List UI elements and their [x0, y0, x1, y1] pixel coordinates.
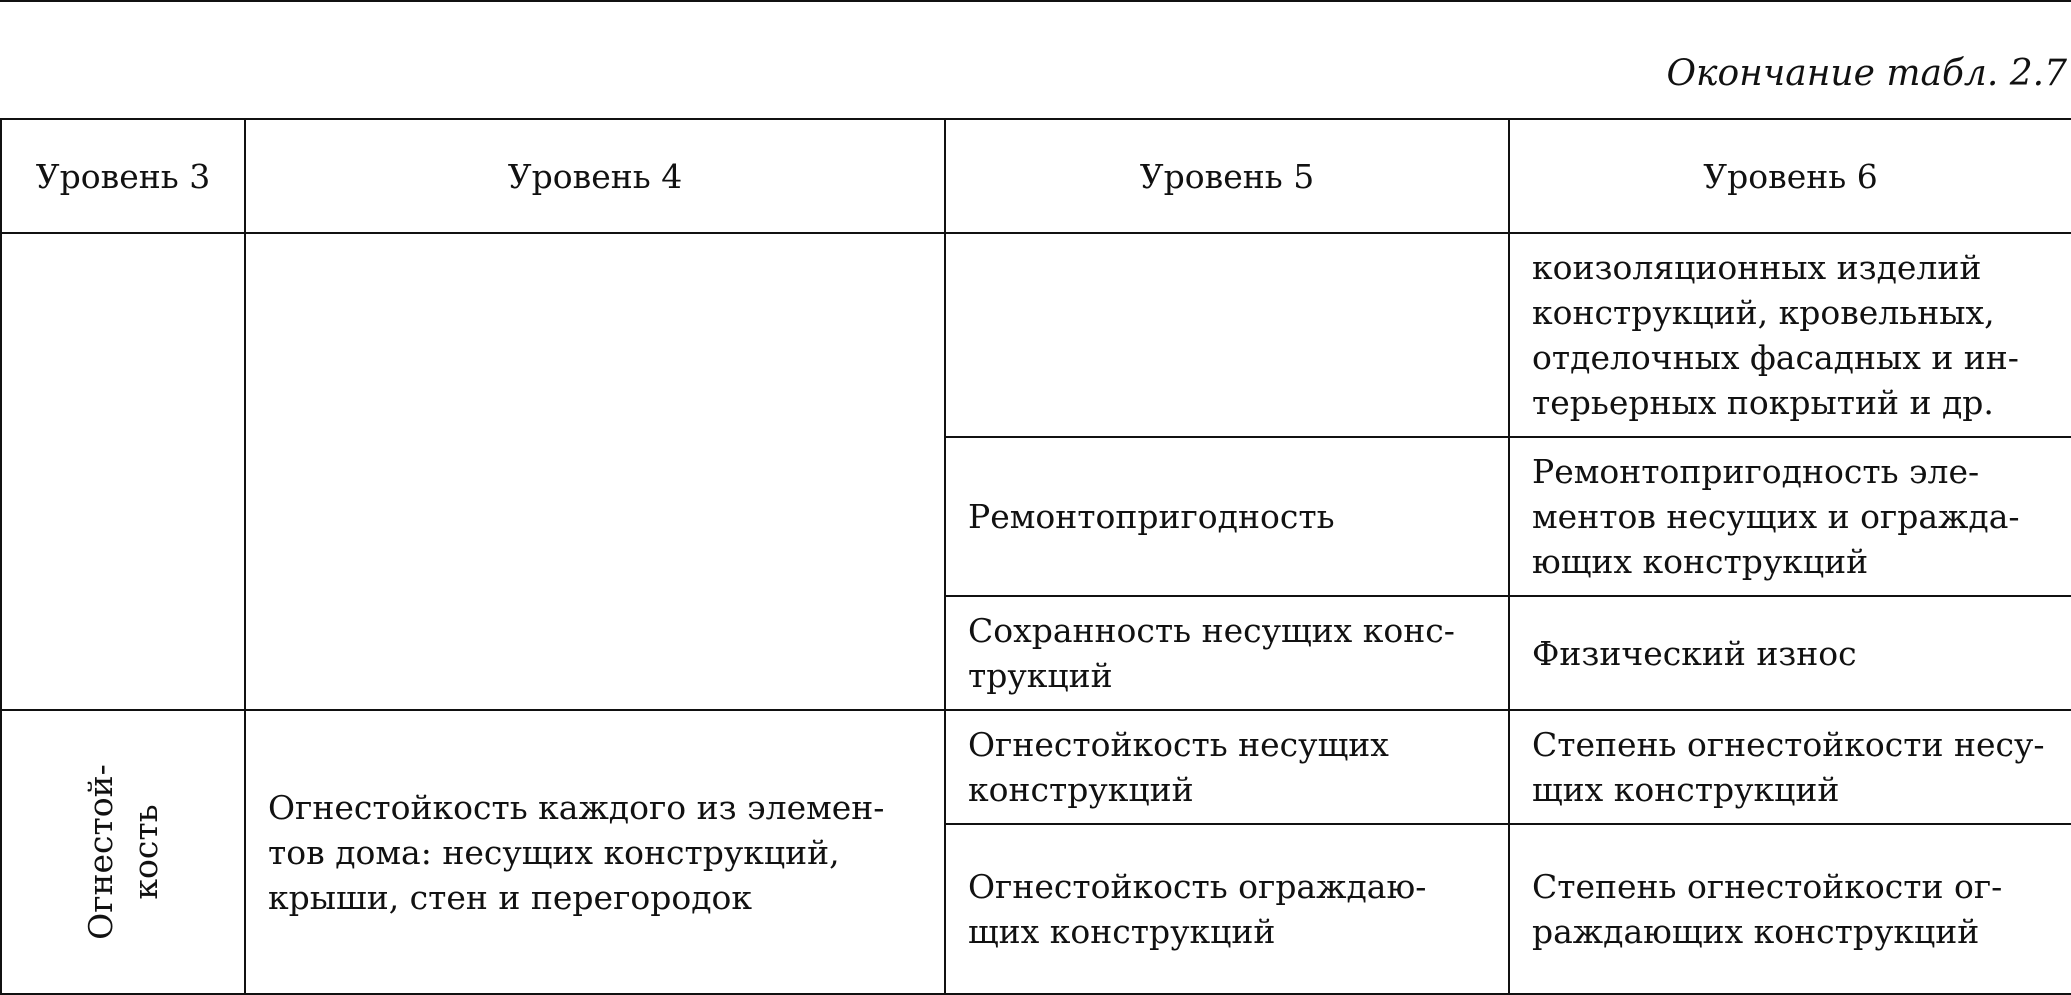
fire-enclosing-level-5-text: Огнестойкость ограждаю- щих конструкций — [968, 867, 1427, 951]
levels-table — [0, 118, 2071, 995]
repairability-level-5-text: Ремонтопригодность — [968, 497, 1335, 536]
continuation-level-6-cell — [1509, 233, 2071, 437]
fire-load-bearing-level-5-text: Огнестойкость несущих конструкций — [968, 725, 1389, 809]
top-rule — [0, 0, 2071, 2]
header-level-3: Уровень 3 — [1, 119, 245, 233]
repairability-level-6-cell — [1509, 437, 2071, 596]
fire-level-3-cell — [1, 710, 245, 994]
table-row — [1, 233, 2071, 437]
preservation-level-6-text: Физический износ — [1532, 633, 1857, 673]
fire-level-3-text: Огнестой- кость — [81, 764, 165, 940]
preservation-level-5-text: Сохранность несущих конс- трукций — [968, 611, 1455, 695]
preservation-level-5-cell — [945, 596, 1509, 710]
fire-load-bearing-level-6-text: Степень огнестойкости несу- щих конструкций — [1532, 725, 2045, 809]
repairability-level-5-cell — [945, 437, 1509, 596]
fire-level-4-text: Огнестойкость каждого из элемен- тов дома: несущих конструкций, крыши, стен и перегородок — [268, 787, 885, 917]
empty-level-3-cell — [1, 233, 245, 710]
header-level-5: Уровень 5 — [945, 119, 1509, 233]
preservation-level-6-cell — [1509, 596, 2071, 710]
fire-enclosing-level-5-cell — [945, 824, 1509, 994]
table-row — [1, 710, 2071, 824]
fire-enclosing-level-6-text: Степень огнестойкости ог- раждающих конструкций — [1532, 867, 2003, 951]
empty-level-4-cell — [245, 233, 945, 710]
header-level-6: Уровень 6 — [1509, 119, 2071, 233]
fire-level-4-cell — [245, 710, 945, 994]
repairability-level-6-text: Ремонтопригодность эле- ментов несущих и огражда- ющих конструкций — [1532, 452, 2020, 581]
continuation-level-6-text: коизоляционных изделий конструкций, кровельных, отделочных фасадных и ин- терьерных покрытий и др. — [1532, 248, 2019, 422]
empty-level-5-cell — [945, 233, 1509, 437]
header-row — [1, 119, 2071, 233]
fire-load-bearing-level-6-cell — [1509, 710, 2071, 824]
table-caption: Окончание табл. 2.7 — [1666, 53, 2067, 94]
fire-load-bearing-level-5-cell — [945, 710, 1509, 824]
header-level-4: Уровень 4 — [245, 119, 945, 233]
fire-enclosing-level-6-cell — [1509, 824, 2071, 994]
